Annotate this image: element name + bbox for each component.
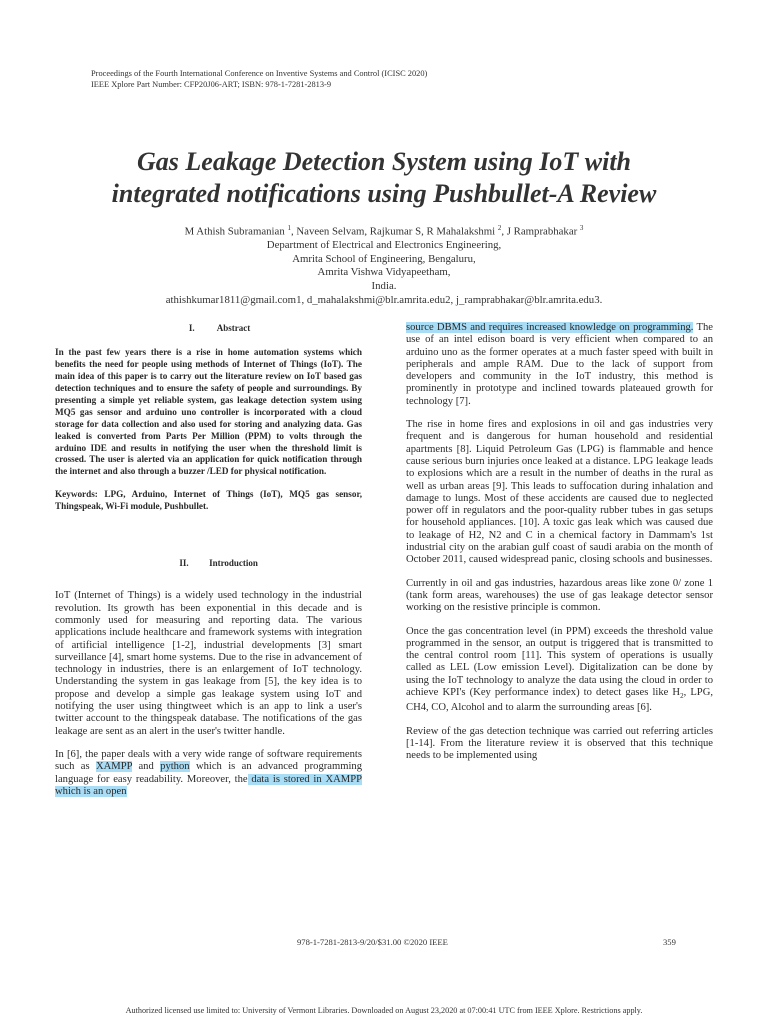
author-emails: athishkumar1811@gmail.com1, d_mahalakshmi@blr.amrita.edu2, j_ramprabhakar@blr.amrita.edu3.	[165, 293, 603, 306]
intro-paragraph-1: IoT (Internet of Things) is a widely used technology in the industrial revolution. Its growth has been exponential in this decade and is commonly used for measuring and reporting data. The various applications include healthcare and framework systems with integration of artificial intelligence [1-2], industrial developments [3] smart surveillance [4], smart home systems. Due to the rise in advancement of technology in industries, there is an enlargement of IoT technology. Understanding the system in gas leakage from [5], the key idea is to propose and develop a simple gas leakage system using IoT and notifying the user using thingtweet which is an app to link a user's twitter account to the thingspeak database. The notifications of the gas leakage are sent as an alert in the user's twitter handle.	[55, 590, 362, 737]
right-paragraph-0: source DBMS and requires increased knowledge on programming. The use of an intel edison board is very efficient when compared to an arduino uno as the former operates at a much faster speed with built in peripherals and ample RAM. Due to the lack of support from developers and community in the IoT industry, this method is prominently in prototype and inclined towards plateaued growth for technology [7].	[406, 322, 713, 407]
author-2: , Naveen Selvam, Rajkumar S, R Mahalakshmi	[290, 225, 496, 238]
left-column	[55, 322, 362, 809]
affiliation-university: Amrita Vishwa Vidyapeetham,	[317, 266, 451, 279]
header-line-1: Proceedings of the Fourth International Conference on Inventive Systems and Control (ICISC 2020)	[91, 69, 428, 78]
highlight-data-stored: data is stored in XAMPP which is an open	[55, 773, 362, 797]
author-block	[60, 222, 708, 307]
introduction-heading: II. Introduction	[179, 558, 258, 569]
intro-paragraph-2: In [6], the paper deals with a very wide range of software requirements such as XAMPP and python which is an advanced programming language for easy readability. Moreover, the data is stored in XAMPP which is an open	[55, 748, 363, 797]
right-paragraph-4: Review of the gas detection technique was carried out referring articles [1-14]. From the literature review it is observed that this technique needs to be implemented using	[406, 725, 713, 762]
highlight-python: python	[160, 761, 190, 773]
paper-title	[30, 146, 738, 210]
title-line-1: Gas Leakage Detection System using IoT with	[137, 147, 631, 176]
title-line-2: integrated notifications using Pushbullet-A Review	[111, 179, 657, 208]
author-3-mark: 3	[579, 224, 584, 232]
author-2-mark: 2	[497, 224, 502, 232]
header-line-2: IEEE Xplore Part Number: CFP20J06-ART; ISBN: 978-1-7281-2813-9	[91, 80, 332, 89]
right-paragraph-2: Currently in oil and gas industries, hazardous areas like zone 0/ zone 1 (tank form areas, warehouses) the use of gas leakage detector sensor working on the resistive principle is common.	[406, 577, 713, 614]
conference-header	[91, 68, 427, 90]
author-names	[60, 222, 708, 239]
right-paragraph-1: The rise in home fires and explosions in oil and gas industries very frequent and is dangerous for human household and residential apartments [8]. Liquid Petroleum Gas (LPG) is flammable and hence cause serious burn injuries once leaked at a distance. LPG leakage leads to explosions which are a result in the number of deaths in the rural as well as urban areas [9]. This leads to suffocation during inhalation and damage to lungs. Most of these accidents are caused due to neglected power off in regulators and the poor-quality rubber tubes in gas setups for household appliances. [10]. A toxic gas leak which was caused due to leakage of H2, N2 and C in a chemical factory in Dammam's 1st industrial city on the arabian gulf coast of saudi arabia on the month of October 2011, caused widespread panic, closing schools and businesses.	[406, 419, 713, 566]
right-paragraph-3: Once the gas concentration level (in PPM) exceeds the threshold value programmed in the sensor, an output is triggered that is transmitted to the central control room [11]. This system of operations is usually called as LEL (Low emission Level). Digitalization can be done by using the IoT technology to analyze the data using the cloud in order to achieve KPI's (Key performance index) to detect gases like $H_2$, LPG, CH4, CO, Alcohol and to alarm the surrounding areas [6].	[406, 625, 713, 714]
affiliation-school: Amrita School of Engineering, Bengaluru,	[292, 252, 476, 265]
page-number: 359	[663, 937, 676, 947]
highlight-open-source: source DBMS and requires increased knowledge on programming.	[406, 322, 694, 333]
highlight-xampp: XAMPP	[95, 761, 133, 773]
author-3: , J Ramprabhakar	[501, 225, 578, 238]
footer-code: 978-1-7281-2813-9/20/$31.00 ©2020 IEEE	[297, 937, 448, 947]
abstract-text: In the past few years there is a rise in home automation systems which benefits the need for people using methods of Internet of Things (IoT). The main idea of this paper is to carry out the literature review on IoT based gas detection techniques and to ensure the safety of people and surroundings. By presenting a simple yet reliable system, gas leakage detection system using MQ5 gas sensor and arduino uno controller is incorporated with a cloud storage for data collection and also used for storing and analyzing data. Gas leaked is converted from Parts Per Million (PPM) to volts through the arduino IDE and results in notifying the user when the threshold limit is crossed. The user is alerted via an application for quick notification through the internet and also through a buzzer /LED for physical notification.	[55, 347, 362, 477]
author-1: M Athish Subramanian	[184, 225, 285, 238]
affiliation-dept: Department of Electrical and Electronics Engineering,	[266, 239, 502, 252]
keywords: Keywords: LPG, Arduino, Internet of Things (IoT), MQ5 gas sensor, Thingspeak, Wi-Fi module, Pushbullet.	[55, 489, 362, 512]
license-notice: Authorized licensed use limited to: University of Vermont Libraries. Downloaded on August 23,2020 at 07:00:41 UTC from IEEE Xplore. Restrictions apply.	[125, 1006, 643, 1015]
right-column	[406, 322, 713, 774]
abstract-heading: I. Abstract	[188, 323, 251, 333]
affiliation-country: India.	[371, 279, 397, 292]
author-1-mark: 1	[287, 224, 291, 232]
